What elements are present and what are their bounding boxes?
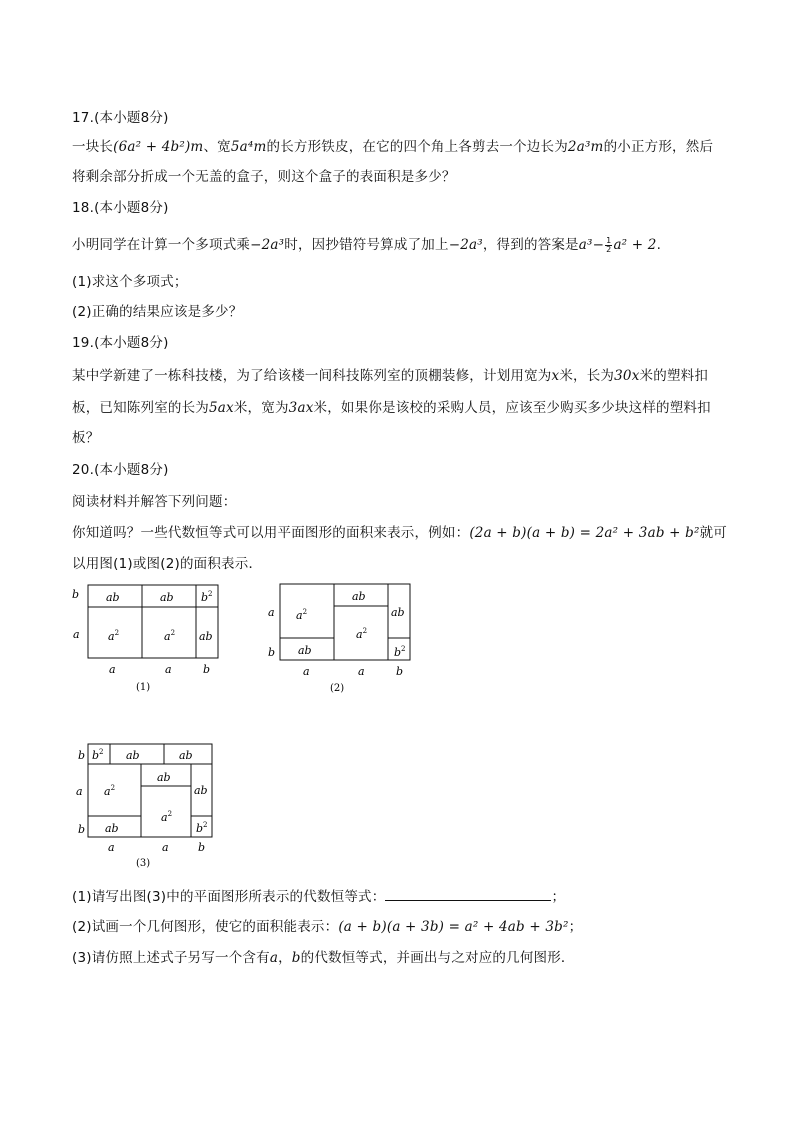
- fig3-a2-2: $a^2$: [161, 810, 173, 824]
- q17-expr-side: 2a³m: [567, 139, 604, 155]
- q20-var-b: b: [291, 950, 301, 966]
- fig3-ab-left: ab: [105, 822, 119, 835]
- fig3-b2-bottom: $b^2$: [196, 821, 208, 835]
- q19-var-5ax: 5ax: [209, 400, 234, 416]
- q20-intro: 阅读材料并解答下列问题：: [72, 494, 237, 510]
- q20-identity-2: (a + b)(a + 3b) = a² + 4ab + 3b²: [338, 919, 569, 935]
- fig3-bottom-a-2: a: [162, 841, 169, 854]
- q20-identity: (2a + b)(a + b) = 2a² + 3ab + b²: [469, 525, 700, 541]
- fig3-caption: (3): [136, 858, 151, 869]
- q18-sub2: (2)正确的结果应该是多少？: [72, 304, 243, 320]
- q17-text: 、宽: [203, 139, 231, 155]
- q19-text: 米，长为: [559, 368, 615, 384]
- fig1-ab-2: ab: [160, 591, 174, 604]
- q17-expr-width: 5a⁴m: [230, 139, 267, 155]
- q20-line2: 以用图(1)或图(2)的面积表示．: [72, 556, 263, 572]
- q18-heading: 18.(本小题8分): [72, 200, 169, 216]
- q20-sub1: [72, 885, 565, 905]
- fig3-label-b-top: b: [78, 749, 86, 762]
- fig1-a2-1: $a^2$: [108, 629, 120, 643]
- fig2-caption: (2): [330, 683, 345, 694]
- figure-1: [70, 580, 230, 695]
- q20-sub3: [72, 946, 575, 966]
- q18-sub1: (1)求这个多项式；: [72, 274, 188, 290]
- q19-var-30x: 30x: [614, 368, 640, 384]
- fig1-label-a: a: [73, 628, 80, 641]
- q19-var-x: x: [551, 368, 560, 384]
- fig2-ab-1: ab: [298, 644, 312, 657]
- fraction-numerator: 1: [606, 235, 612, 245]
- q19-line2: [72, 396, 711, 416]
- fig3-label-a: a: [76, 785, 83, 798]
- q20-text: ；: [568, 919, 583, 935]
- fig3-label-b-bottom: b: [78, 823, 86, 836]
- fig2-label-b: b: [268, 646, 276, 659]
- fig2-bottom-a-2: a: [358, 665, 365, 678]
- q18-answer-b: a² + 2: [613, 237, 657, 253]
- fig1-label-b: b: [72, 588, 80, 601]
- q20-text: 就可: [699, 525, 728, 541]
- fig1-b2: $b^2$: [201, 590, 213, 604]
- q18-line1: [72, 233, 661, 254]
- answer-blank[interactable]: [385, 888, 551, 901]
- fig2-bottom-b: b: [396, 665, 404, 678]
- q20-text: ；: [551, 889, 566, 905]
- q18-expr-mul: −2a³: [250, 237, 285, 253]
- q18-text: ，得到的答案是: [482, 237, 579, 253]
- fig3-ab-top-1: ab: [126, 749, 140, 762]
- fig2-a2-1: $a^2$: [296, 608, 308, 622]
- q20-text: (1)请写出图(3)中的平面图形所表示的代数恒等式：: [72, 889, 386, 905]
- q20-heading: 20.(本小题8分): [72, 462, 169, 478]
- fig3-ab-right: ab: [194, 784, 208, 797]
- q20-var-a: a: [269, 950, 279, 966]
- fig1-bottom-a-1: a: [109, 663, 116, 676]
- fig3-ab-top-2: ab: [179, 749, 193, 762]
- fig3-a2-1: $a^2$: [104, 784, 116, 798]
- fig2-bottom-a-1: a: [303, 665, 310, 678]
- q19-text: 板，已知陈列室的长为: [72, 400, 209, 416]
- fig2-b2: $b^2$: [394, 645, 406, 659]
- q20-text: (3)请仿照上述式子另写一个含有: [72, 950, 270, 966]
- fig1-a2-2: $a^2$: [164, 629, 176, 643]
- q17-line1: [72, 135, 713, 155]
- q18-text: .: [656, 237, 662, 253]
- q18-text: 小明同学在计算一个多项式乘: [72, 237, 251, 253]
- q19-text: 米的塑料扣: [639, 368, 709, 384]
- q20-text: (2)试画一个几何图形，使它的面积能表示：: [72, 919, 339, 935]
- q20-text: 你知道吗？一些代数恒等式可以用平面图形的面积来表示，例如：: [72, 525, 470, 541]
- figure-2: [265, 578, 425, 696]
- fig3-bottom-a-1: a: [108, 841, 115, 854]
- q20-text: ，: [278, 950, 292, 966]
- fig2-label-a: a: [268, 606, 275, 619]
- q17-text: 的小正方形，然后: [603, 139, 714, 155]
- figure-3: [74, 740, 224, 868]
- q19-text: 米，如果你是该校的采购人员，应该至少购买多少块这样的塑料扣: [313, 400, 711, 416]
- q19-text: 某中学新建了一栋科技楼，为了给该楼一间科技陈列室的顶棚装修，计划用宽为: [72, 368, 552, 384]
- q17-line2: 将剩余部分折成一个无盖的盒子，则这个盒子的表面积是多少？: [72, 169, 456, 185]
- q17-expr-length: (6a² + 4b²)m: [113, 139, 204, 155]
- q20-sub2: [72, 915, 582, 935]
- q18-text: 时，因抄错符号算成了加上: [284, 237, 449, 253]
- fig1-bottom-b: b: [203, 663, 211, 676]
- fig2-ab-3: ab: [391, 606, 405, 619]
- fig1-caption: (1): [136, 682, 151, 693]
- fig2-a2-2: $a^2$: [356, 627, 368, 641]
- q18-expr-add: −2a³: [448, 237, 483, 253]
- q20-line1: [72, 521, 727, 541]
- q19-line3: 板？: [72, 430, 100, 446]
- fig3-bottom-b: b: [198, 841, 206, 854]
- q18-fraction: [605, 237, 612, 254]
- fig1-bottom-a-2: a: [165, 663, 172, 676]
- q19-text: 米，宽为: [233, 400, 289, 416]
- q20-text: 的代数恒等式，并画出与之对应的几何图形．: [300, 950, 575, 966]
- fig2-ab-2: ab: [352, 590, 366, 603]
- q19-var-3ax: 3ax: [288, 400, 314, 416]
- q19-heading: 19.(本小题8分): [72, 335, 169, 351]
- q17-heading: 17.(本小题8分): [72, 110, 169, 126]
- fig3-ab-mid: ab: [157, 771, 171, 784]
- fig1-ab-3: ab: [199, 630, 213, 643]
- q17-text: 的长方形铁皮，在它的四个角上各剪去一个边长为: [266, 139, 568, 155]
- q17-text: 一块长: [72, 139, 114, 155]
- fig1-ab-1: ab: [106, 591, 120, 604]
- fig3-b2-top: $b^2$: [92, 748, 104, 762]
- q19-line1: [72, 364, 708, 384]
- fraction-denominator: 2: [606, 244, 612, 254]
- q18-answer-a: a³−: [578, 237, 605, 253]
